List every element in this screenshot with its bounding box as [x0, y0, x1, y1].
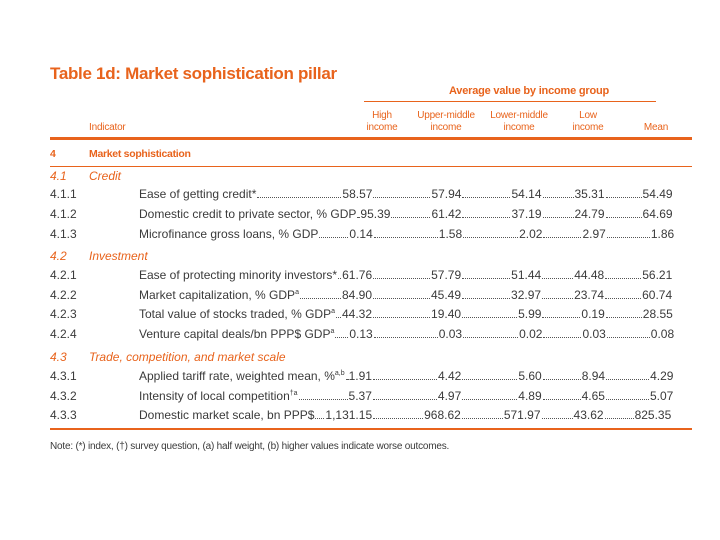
row-label-text: Total value of stocks traded, % GDP: [139, 307, 332, 321]
row-number: 4.1.3: [50, 227, 77, 241]
row-label: [139, 408, 314, 422]
leader-dots: [543, 399, 581, 400]
col-head-mean: Mean: [643, 122, 669, 133]
col-head-lower-middle: Lower-middle income: [490, 110, 548, 133]
table-bottom-rule: [50, 428, 692, 430]
value-cell: 4.65: [581, 389, 605, 403]
leader-dots: [607, 337, 650, 338]
value-cell: 5.60: [518, 369, 542, 383]
leader-dots: [542, 317, 580, 318]
table-row: [50, 408, 670, 424]
leader-dots: [607, 237, 650, 238]
value-cell: 1,131.15: [325, 408, 373, 422]
row-label: [139, 288, 299, 302]
leader-dots: [373, 418, 423, 419]
leader-dots: [606, 317, 642, 318]
leader-dots: [373, 399, 437, 400]
row-label-text: Domestic market scale, bn PPP$: [139, 408, 315, 422]
row-cells: [139, 408, 720, 424]
leader-dots: [391, 217, 430, 218]
value-cell: 37.19: [511, 207, 542, 221]
subpillar-number: 4.1: [50, 169, 67, 183]
value-cell: 0.14: [349, 227, 373, 241]
value-cell: 24.79: [574, 207, 605, 221]
leader-dots: [373, 317, 430, 318]
row-number: 4.1.1: [50, 187, 77, 201]
leader-dots: [605, 418, 634, 419]
row-cells: [139, 268, 720, 284]
row-cells: [139, 327, 720, 343]
value-cell: 2.97: [582, 227, 606, 241]
leader-dots: [373, 278, 430, 279]
value-cell: 54.14: [511, 187, 542, 201]
leader-dots: [462, 278, 510, 279]
value-cell: 58.57: [342, 187, 373, 201]
row-label: [139, 268, 337, 282]
value-cell: 32.97: [511, 288, 542, 302]
leader-dots: [336, 317, 341, 318]
value-cell: 84.90: [341, 288, 372, 302]
value-cell: 1.58: [438, 227, 463, 241]
table-row: [50, 307, 673, 323]
leader-dots: [300, 298, 341, 299]
col-head-low: Low income: [572, 110, 604, 133]
group-header-rule: [364, 101, 656, 102]
leader-dots: [462, 197, 510, 198]
row-label-footnote: †a: [289, 390, 298, 397]
value-cell: 0.03: [438, 327, 463, 341]
leader-dots: [606, 399, 649, 400]
leader-dots: [335, 337, 348, 338]
group-header: Average value by income group: [448, 85, 610, 97]
row-number: 4.3.3: [50, 408, 77, 422]
value-cell: 5.99: [518, 307, 542, 321]
leader-dots: [462, 298, 510, 299]
table-row: [50, 369, 674, 385]
leader-dots: [315, 418, 324, 419]
value-cell: 61.42: [431, 207, 462, 221]
value-cell: 64.69: [642, 207, 673, 221]
leader-dots: [543, 237, 581, 238]
value-cell: 57.94: [431, 187, 462, 201]
value-cell: 5.07: [649, 389, 674, 403]
leader-dots: [462, 399, 517, 400]
row-label: [139, 369, 345, 383]
pillar-label: Market sophistication: [89, 148, 191, 160]
value-cell: 4.42: [437, 369, 462, 383]
row-label-text: Applied tariff rate, weighted mean, %: [139, 369, 335, 383]
row-label-footnote: a: [330, 328, 335, 335]
row-label-text: Domestic credit to private sector, % GDP: [139, 207, 357, 221]
value-cell: 45.49: [431, 288, 462, 302]
leader-dots: [299, 399, 348, 400]
subpillar-label: Credit: [89, 169, 122, 183]
leader-dots: [606, 217, 642, 218]
row-label-text: Intensity of local competition: [139, 389, 290, 403]
row-label-footnote: a,b: [334, 370, 345, 377]
row-cells: [139, 389, 720, 405]
table-row: [50, 187, 673, 203]
row-cells: [139, 307, 720, 323]
header-rule: [50, 137, 692, 140]
value-cell: 56.21: [642, 268, 673, 282]
subpillar-number: 4.3: [50, 350, 67, 364]
value-cell: 51.44: [511, 268, 542, 282]
col-head-indicator: Indicator: [89, 122, 126, 133]
row-number: 4.3.1: [50, 369, 77, 383]
value-cell: 0.02: [519, 327, 543, 341]
value-cell: 61.76: [342, 268, 373, 282]
row-number: 4.2.3: [50, 307, 77, 321]
leader-dots: [543, 337, 581, 338]
row-label: [139, 187, 256, 201]
value-cell: 44.48: [574, 268, 605, 282]
value-cell: 23.74: [574, 288, 605, 302]
value-cell: 4.97: [437, 389, 462, 403]
leader-dots: [373, 298, 430, 299]
row-number: 4.1.2: [50, 207, 77, 221]
row-cells: [139, 207, 720, 223]
pillar-number: 4: [50, 148, 56, 160]
row-cells: [139, 187, 720, 203]
leader-dots: [462, 418, 503, 419]
leader-dots: [605, 278, 641, 279]
leader-dots: [542, 298, 573, 299]
value-cell: 95.39: [360, 207, 391, 221]
leader-dots: [543, 197, 574, 198]
leader-dots: [542, 278, 573, 279]
table-row: [50, 288, 673, 304]
row-number: 4.2.1: [50, 268, 77, 282]
leader-dots: [463, 237, 518, 238]
row-cells: [139, 227, 720, 243]
leader-dots: [374, 237, 438, 238]
leader-dots: [543, 217, 574, 218]
pillar-rule: [50, 166, 692, 167]
table-note: Note: (*) index, (†) survey question, (a) half weight, (b) higher values indicate worse outcomes.: [50, 441, 450, 452]
value-cell: 0.03: [582, 327, 606, 341]
value-cell: 2.02: [519, 227, 543, 241]
value-cell: 1.86: [650, 227, 675, 241]
table-row: [50, 227, 675, 243]
value-cell: 44.32: [342, 307, 373, 321]
row-number: 4.2.4: [50, 327, 77, 341]
leader-dots: [374, 337, 438, 338]
leader-dots: [463, 337, 518, 338]
leader-dots: [373, 379, 437, 380]
leader-dots: [462, 217, 510, 218]
value-cell: 19.40: [431, 307, 462, 321]
value-cell: 571.97: [503, 408, 541, 422]
row-label-text: Market capitalization, % GDP: [139, 288, 296, 302]
value-cell: 5.37: [348, 389, 372, 403]
col-head-upper-middle: Upper-middle income: [417, 110, 475, 133]
row-label-text: Ease of protecting minority investors*: [139, 268, 338, 282]
value-cell: 35.31: [574, 187, 605, 201]
leader-dots: [346, 379, 348, 380]
leader-dots: [543, 379, 581, 380]
value-cell: 60.74: [642, 288, 673, 302]
subpillar-number: 4.2: [50, 249, 67, 263]
value-cell: 825.35: [634, 408, 672, 422]
leader-dots: [257, 197, 341, 198]
row-cells: [139, 369, 720, 385]
table-row: [50, 268, 673, 284]
row-label: [139, 207, 356, 221]
leader-dots: [462, 317, 517, 318]
value-cell: 968.62: [424, 408, 461, 422]
row-label-text: Venture capital deals/bn PPP$ GDP: [139, 327, 331, 341]
table-row: [50, 327, 675, 343]
table-row: [50, 389, 674, 405]
leader-dots: [542, 418, 573, 419]
row-cells: [139, 288, 720, 304]
leader-dots: [338, 278, 341, 279]
row-label-text: Ease of getting credit*: [139, 187, 257, 201]
row-label: [139, 327, 334, 341]
row-label-footnote: a: [331, 308, 335, 315]
col-head-high: High income: [366, 110, 398, 133]
value-cell: 28.55: [642, 307, 673, 321]
row-label-footnote: a: [295, 289, 299, 296]
table-title: Table 1d: Market sophistication pillar: [50, 64, 337, 83]
row-label: [139, 307, 335, 321]
table-row: [50, 207, 673, 223]
row-label: [139, 227, 318, 241]
value-cell: 4.29: [650, 369, 674, 383]
leader-dots: [606, 197, 642, 198]
subpillar-label: Investment: [89, 249, 148, 263]
leader-dots: [606, 379, 649, 380]
row-number: 4.3.2: [50, 389, 77, 403]
value-cell: 57.79: [431, 268, 462, 282]
value-cell: 0.13: [349, 327, 373, 341]
value-cell: 8.94: [581, 369, 606, 383]
value-cell: 54.49: [642, 187, 673, 201]
row-label-text: Microfinance gross loans, % GDP: [139, 227, 319, 241]
value-cell: 0.08: [650, 327, 675, 341]
value-cell: 4.89: [518, 389, 542, 403]
leader-dots: [357, 217, 359, 218]
row-number: 4.2.2: [50, 288, 77, 302]
row-label: [139, 389, 298, 403]
leader-dots: [319, 237, 348, 238]
value-cell: 43.62: [573, 408, 604, 422]
subpillar-label: Trade, competition, and market scale: [89, 350, 286, 364]
leader-dots: [462, 379, 517, 380]
leader-dots: [373, 197, 430, 198]
value-cell: 0.19: [581, 307, 605, 321]
leader-dots: [605, 298, 641, 299]
value-cell: 1.91: [348, 369, 372, 383]
